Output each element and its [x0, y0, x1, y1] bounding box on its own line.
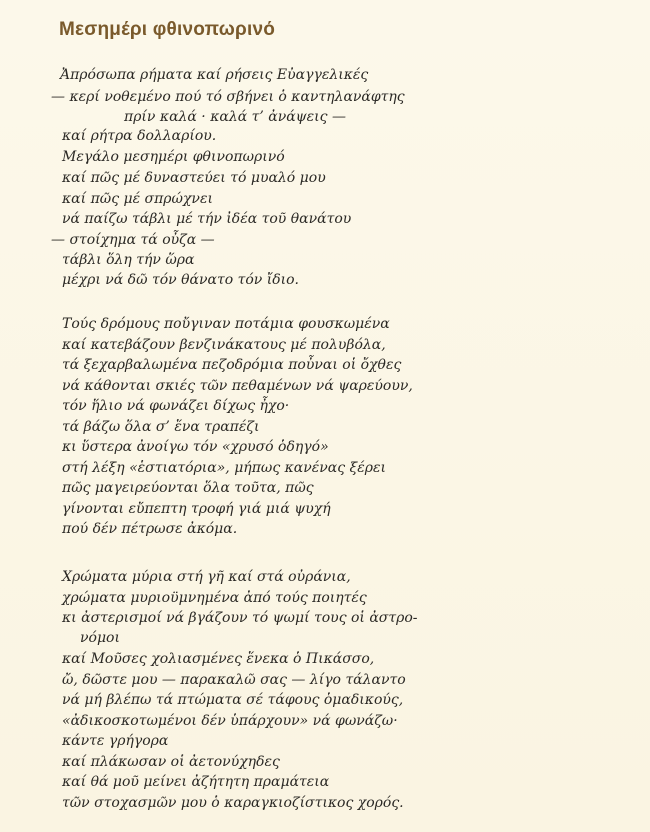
- poem-line: πῶς μαγειρεύονται ὅλα τοῦτα, πῶς: [62, 480, 314, 496]
- poem-line: Ἀπρόσωπα ρήματα καί ρήσεις Εὐαγγελικές: [60, 67, 369, 83]
- poem-line: καί κατεβάζουν βενζινάκατους μέ πολυβόλα,: [62, 337, 386, 353]
- poem-line: Τούς δρόμους ποὔγιναν ποτάμια φουσκωμένα: [62, 316, 390, 332]
- poem-line: καί πῶς μέ δυναστεύει τό μυαλό μου: [62, 170, 326, 186]
- poem-line: πρίν καλά · καλά τ’ ἀνάψεις —: [124, 109, 346, 125]
- poem-line: χρώματα μυριοϋμνημένα ἀπό τούς ποιητές: [62, 590, 367, 606]
- poem-line: στή λέξη «ἑστιατόρια», μήπως κανένας ξέρει: [62, 460, 386, 476]
- poem-line: τάβλι ὅλη τήν ὥρα: [62, 252, 195, 268]
- poem-line: ὤ, δῶστε μου — παρακαλῶ σας — λίγο τάλαντο: [62, 672, 406, 688]
- poem-line: πού δέν πέτρωσε ἀκόμα.: [62, 521, 238, 537]
- poem-line: νόμοι: [80, 630, 120, 646]
- poem-line: «ἀδικοσκοτωμένοι δέν ὑπάρχουν» νά φωνάζω·: [62, 713, 398, 729]
- poem-line: κι ὕστερα ἀνοίγω τόν «χρυσό ὁδηγό»: [62, 439, 329, 455]
- poem-line: γίνονται εὔπεπτη τροφή γιά μιά ψυχή: [62, 501, 331, 517]
- poem-line: Μεγάλο μεσημέρι φθινοπωρινό: [62, 149, 285, 165]
- poem-line: καί πλάκωσαν οἱ ἀετονύχηδες: [62, 754, 280, 770]
- poem-line: καί ρήτρα δολλαρίου.: [62, 128, 217, 144]
- poem-line: — κερί νοθεμένο πού τό σβήνει ὁ καντηλανάφτης: [51, 89, 405, 105]
- poem-line: καί πῶς μέ σπρώχνει: [62, 191, 213, 207]
- poem-line: καί Μοῦσες χολιασμένες ἕνεκα ὁ Πικάσσο,: [62, 651, 375, 667]
- poem-line: τῶν στοχασμῶν μου ὁ καραγκιοζίστικος χορός.: [62, 795, 404, 811]
- poem-line: Χρώματα μύρια στή γῆ καί στά οὐράνια,: [62, 569, 351, 585]
- poem-line: τά ξεχαρβαλωμένα πεζοδρόμια ποὖναι οἱ ὄχθες: [62, 357, 402, 373]
- poem-line: τά βάζω ὅλα σ’ ἕνα τραπέζι: [62, 419, 260, 435]
- poem-title: Μεσημέρι φθινοπωρινό: [59, 19, 276, 40]
- poem-line: τόν ἥλιο νά φωνάζει δίχως ἦχο·: [62, 398, 290, 414]
- poem-line: κι ἀστερισμοί νά βγάζουν τό ψωμί τους οἱ ἀστρο-: [62, 610, 418, 626]
- poem-line: μέχρι νά δῶ τόν θάνατο τόν ἴδιο.: [62, 272, 300, 288]
- poem-line: νά παίζω τάβλι μέ τήν ἰδέα τοῦ θανάτου: [62, 211, 352, 227]
- poem-line: κάντε γρήγορα: [62, 733, 169, 749]
- poem-line: — στοίχημα τά οὖζα —: [51, 232, 215, 248]
- poem-line: νά κάθονται σκιές τῶν πεθαμένων νά ψαρεύουν,: [62, 378, 413, 394]
- poem-line: νά μή βλέπω τά πτώματα σέ τάφους ὁμαδικούς,: [62, 692, 404, 708]
- poem-line: καί θά μοῦ μείνει ἀζήτητη πραμάτεια: [62, 774, 330, 790]
